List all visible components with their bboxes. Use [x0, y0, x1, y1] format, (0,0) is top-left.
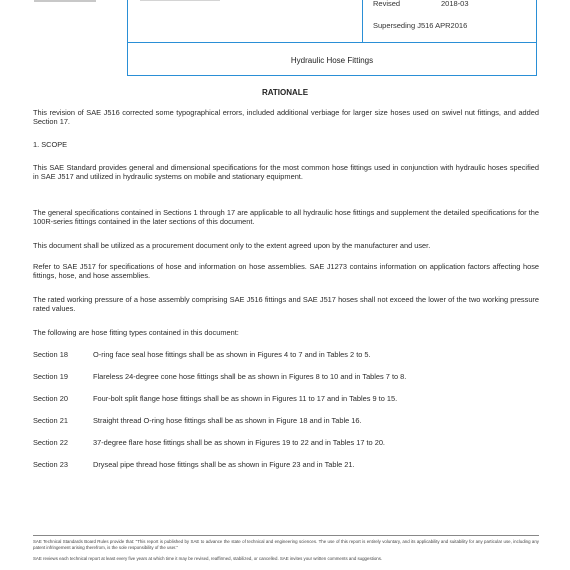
scope-paragraph: The general specifications contained in Sections 1 through 17 are applicable to all hydraulic hose fittings and supplement the detailed specifications for the 100R-series fittings contained in the later sections of this document. [33, 208, 539, 227]
footer-review-note: SAE reviews each technical report at least every five years at which time it may be revised, reaffirmed, stabilized, or cancelled. SAE invites your written comments and suggestions. [33, 556, 383, 561]
section-description: Dryseal pipe thread hose fittings shall be as shown in Figure 23 and in Table 21. [93, 460, 355, 469]
section-description: O-ring face seal hose fittings shall be as shown in Figures 4 to 7 and in Tables 2 to 5. [93, 350, 371, 359]
scope-paragraph: The following are hose fitting types contained in this document: [33, 328, 239, 337]
section-number: Section 23 [33, 460, 68, 469]
section-number: Section 18 [33, 350, 68, 359]
revised-date: 2018-03 [441, 0, 469, 8]
scope-paragraph: The rated working pressure of a hose assembly comprising SAE J516 fittings and SAE J517 hoses shall not exceed the lower of the two working pressure rated values. [33, 295, 539, 314]
section-number: Section 20 [33, 394, 68, 403]
section-number: Section 19 [33, 372, 68, 381]
rationale-text: This revision of SAE J516 corrected some typographical errors, included additional verbiage for larger size hoses used on swivel nut fittings, and added Section 17. [33, 108, 539, 127]
section-description: Four-bolt split flange hose fittings shall be as shown in Figures 11 to 17 and in Tables 9 to 15. [93, 394, 398, 403]
scope-heading: 1. SCOPE [33, 140, 68, 149]
header-divider [362, 0, 363, 42]
section-description: Flareless 24-degree cone hose fittings shall be as shown in Figures 8 to 10 and in Tables 7 to 8. [93, 372, 407, 381]
scope-paragraph: This document shall be utilized as a procurement document only to the extent agreed upon by the manufacturer and user. [33, 241, 431, 250]
header-top-row [128, 0, 536, 43]
section-number: Section 22 [33, 438, 68, 447]
footer-divider [33, 535, 539, 536]
scope-paragraph: This SAE Standard provides general and dimensional specifications for the most common hose fittings used in conjunction with hydraulic hoses specified in SAE J517 and utilized in hydraulic systems on mobile and stationary equipment. [33, 163, 539, 182]
section-description: 37-degree flare hose fittings shall be as shown in Figures 19 to 22 and in Tables 17 to 20. [93, 438, 385, 447]
document-title: Hydraulic Hose Fittings [290, 55, 374, 65]
sae-logo [34, 0, 96, 2]
scope-paragraph: Refer to SAE J517 for specifications of hose and information on hose assemblies. SAE J1273 contains information on application factors affecting hose fittings, hose, and hose assemblies. [33, 262, 539, 281]
rationale-heading: RATIONALE [261, 88, 309, 97]
footer-disclaimer: SAE Technical Standards Board Rules provide that: "This report is published by SAE to advance the state of technical and engineering sciences. The use of this report is entirely voluntary, and its applicability and suitability for any particular use, including any patent infringement arising therefrom, is the sole responsibility of the user." [33, 539, 539, 550]
document-header-box [127, 0, 537, 76]
revised-label: Revised [373, 0, 401, 8]
superseding-note: Superseding J516 APR2016 [373, 21, 468, 30]
section-description: Straight thread O-ring hose fittings shall be as shown in Figure 18 and in Table 16. [93, 416, 362, 425]
section-number: Section 21 [33, 416, 68, 425]
